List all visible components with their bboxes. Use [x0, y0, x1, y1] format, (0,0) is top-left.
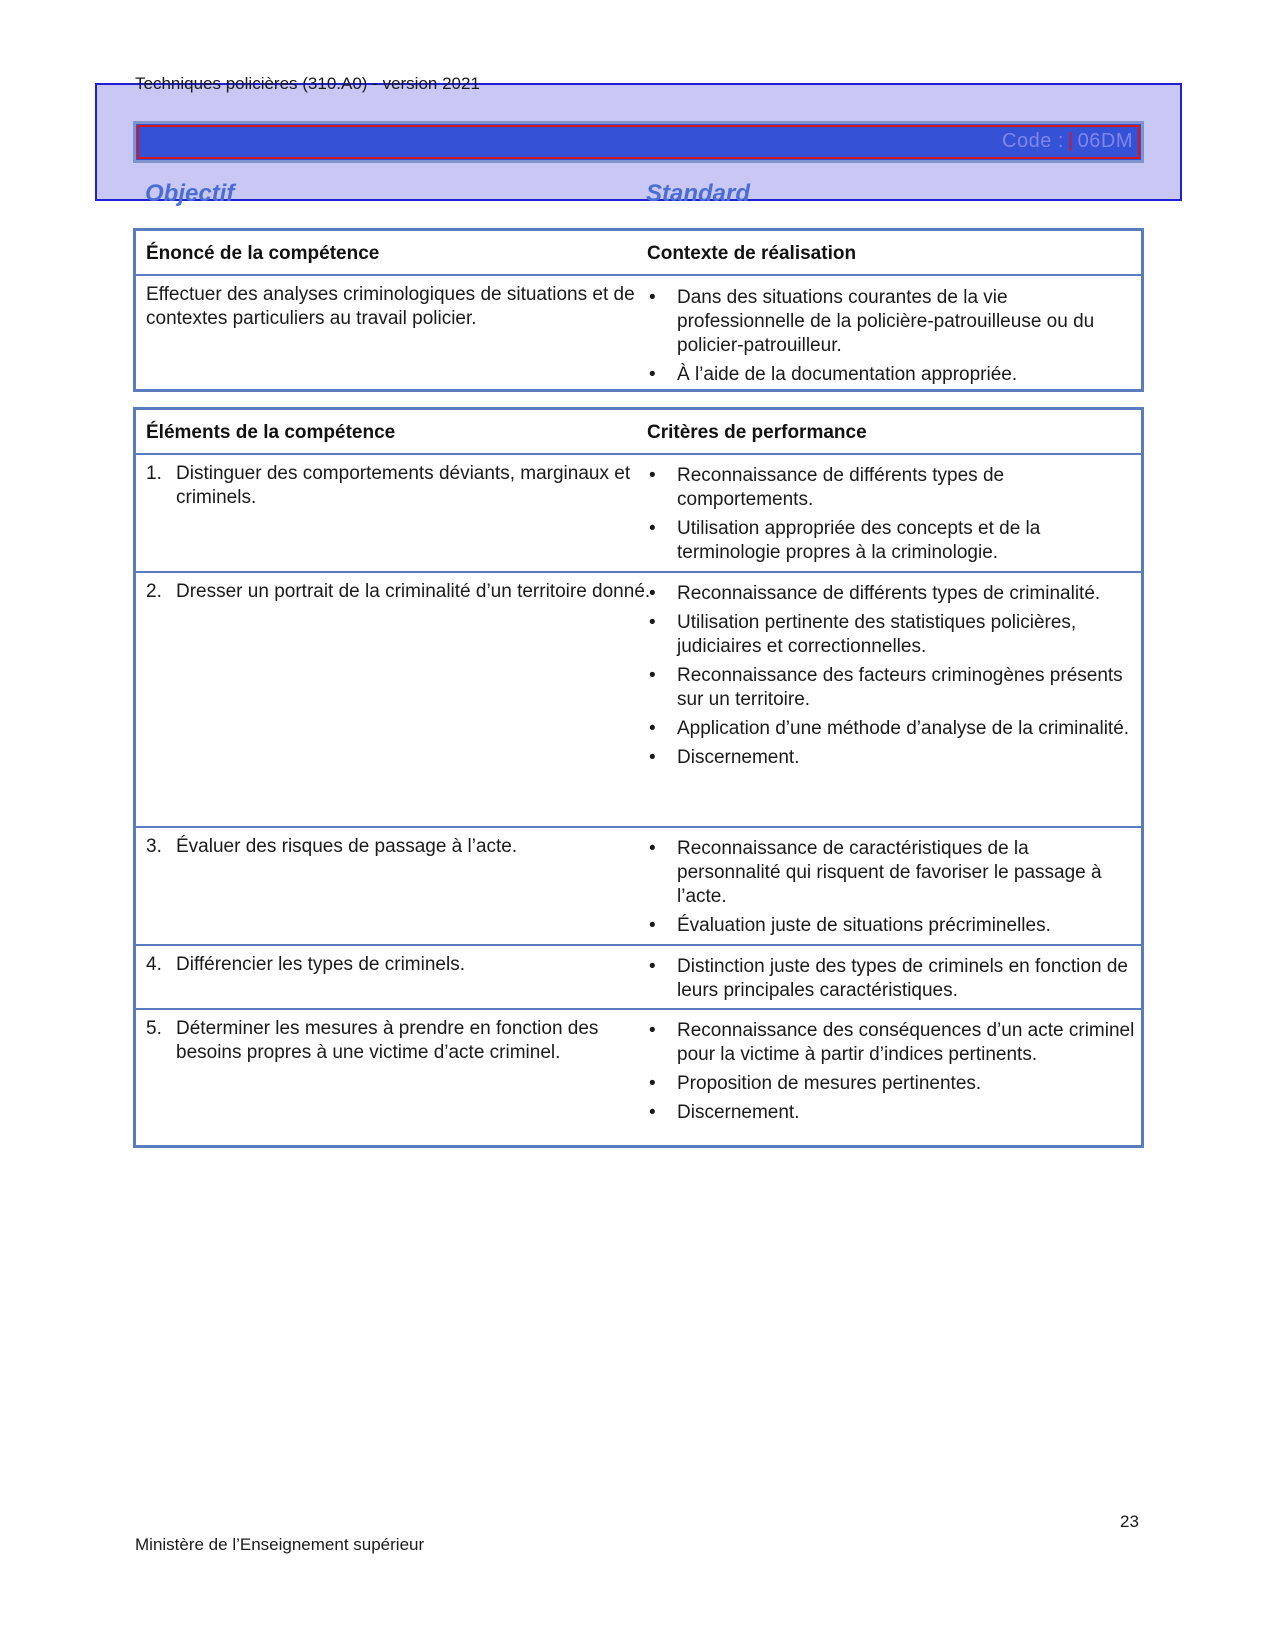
contexte-list	[647, 286, 1135, 392]
element-description	[146, 953, 666, 977]
code-display	[1002, 130, 1133, 153]
critere-item: • Proposition de mesures pertinentes.	[647, 1072, 1135, 1096]
critere-item: • Reconnaissance des facteurs criminogènes présents sur un territoire.	[647, 664, 1135, 712]
elements-header-row	[136, 410, 1141, 453]
element-number: 1.	[146, 463, 162, 484]
criteres-list	[647, 582, 1135, 775]
criteres-list	[647, 955, 1135, 1008]
ministry-footer: Ministère de l’Enseignement supérieur	[135, 1535, 425, 1554]
critere-item: • Utilisation appropriée des concepts et de la terminologie propres à la criminologie.	[647, 517, 1135, 565]
element-number: 2.	[146, 581, 162, 602]
contexte-item: • Dans des situations courantes de la vie professionnelle de la policière-patrouilleuse ou du policier-patrouilleur.	[647, 286, 1135, 358]
code-separator: |	[1067, 130, 1074, 152]
competence-header-row	[136, 231, 1141, 274]
critere-item: • Reconnaissance des conséquences d’un acte criminel pour la victime à partir d’indices pertinents.	[647, 1019, 1135, 1067]
critere-item: • Évaluation juste de situations précriminelles.	[647, 914, 1135, 938]
criteres-list	[647, 464, 1135, 570]
competence-table	[133, 228, 1144, 392]
standard-heading: Standard	[646, 180, 751, 207]
criteres-list	[647, 1019, 1135, 1130]
criteres-list	[647, 837, 1135, 943]
element-number: 4.	[146, 954, 162, 975]
contexte-item: • À l’aide de la documentation appropriée.	[647, 363, 1135, 387]
contexte-header: Contexte de réalisation	[647, 243, 857, 264]
critere-item: • Utilisation pertinente des statistiques policières, judiciaires et correctionnelles.	[647, 611, 1135, 659]
criteres-header: Critères de performance	[647, 422, 867, 443]
code-bar	[133, 121, 1144, 163]
element-description	[146, 462, 666, 510]
critere-item: • Distinction juste des types de criminels en fonction de leurs principales caractéristiques.	[647, 955, 1135, 1003]
critere-item: • Reconnaissance de caractéristiques de la personnalité qui risquent de favoriser le passage à l’acte.	[647, 837, 1135, 909]
objectif-heading: Objectif	[145, 180, 235, 207]
enonce-text: Effectuer des analyses criminologiques de situations et de contextes particuliers au travail policier.	[146, 284, 635, 329]
element-row	[136, 944, 1141, 1008]
critere-item: • Discernement.	[647, 746, 1135, 770]
element-row	[136, 826, 1141, 944]
element-description	[146, 1017, 666, 1065]
critere-item: • Reconnaissance de différents types de comportements.	[647, 464, 1135, 512]
elements-table	[133, 407, 1144, 1148]
element-description	[146, 580, 666, 604]
element-text: Dresser un portrait de la criminalité d’un territoire donné.	[176, 581, 651, 602]
code-value: 06DM	[1077, 130, 1133, 152]
element-row	[136, 453, 1141, 571]
competence-body-row	[136, 274, 1141, 389]
element-text: Déterminer les mesures à prendre en fonction des besoins propres à une victime d’acte criminel.	[176, 1018, 599, 1063]
page-number: 23	[1120, 1512, 1139, 1531]
element-number: 5.	[146, 1018, 162, 1039]
enonce-header: Énoncé de la compétence	[146, 243, 380, 264]
critere-item: • Reconnaissance de différents types de criminalité.	[647, 582, 1135, 606]
element-rows	[136, 453, 1141, 1155]
code-bar-frame	[137, 125, 1140, 159]
element-number: 3.	[146, 836, 162, 857]
document-title: Techniques policières (310.A0) - version 2021	[135, 74, 480, 93]
element-text: Différencier les types de criminels.	[176, 954, 465, 975]
element-description	[146, 835, 666, 859]
elements-header: Éléments de la compétence	[146, 422, 396, 443]
code-label: Code :	[1002, 130, 1064, 152]
critere-item: • Application d’une méthode d’analyse de la criminalité.	[647, 717, 1135, 741]
critere-item: • Discernement.	[647, 1101, 1135, 1125]
element-text: Distinguer des comportements déviants, marginaux et criminels.	[176, 463, 631, 508]
element-row	[136, 571, 1141, 826]
element-row	[136, 1008, 1141, 1155]
element-text: Évaluer des risques de passage à l’acte.	[176, 836, 518, 857]
